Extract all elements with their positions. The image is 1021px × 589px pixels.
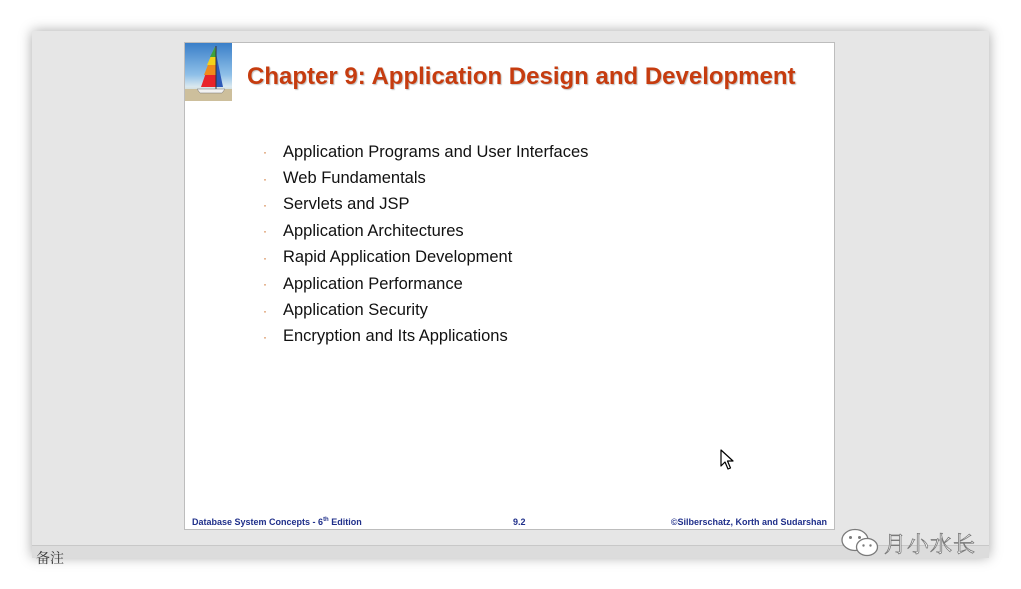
list-item bbox=[263, 245, 588, 271]
watermark bbox=[840, 526, 976, 560]
wechat-icon bbox=[840, 527, 880, 559]
list-item bbox=[263, 324, 588, 350]
watermark-text: 月小水长 bbox=[884, 532, 977, 558]
list-item bbox=[263, 218, 588, 244]
slide-title: Chapter 9: Application Design and Development bbox=[247, 63, 796, 90]
list-item-label: Application Performance bbox=[283, 274, 463, 293]
list-item-label: Application Security bbox=[283, 301, 428, 320]
topic-list bbox=[263, 139, 588, 350]
bullet-icon: · bbox=[263, 197, 267, 212]
list-item-label: Servlets and JSP bbox=[283, 195, 410, 214]
sailboat-logo-icon bbox=[185, 43, 232, 101]
footer-book-title: Database System Concepts - 6th Edition bbox=[192, 517, 362, 527]
notes-label: 备注 bbox=[36, 551, 64, 567]
bullet-icon: · bbox=[263, 145, 267, 160]
slide bbox=[184, 42, 835, 530]
list-item bbox=[263, 192, 588, 218]
list-item-label: Rapid Application Development bbox=[283, 248, 513, 267]
bullet-icon: · bbox=[263, 250, 267, 265]
footer-copyright: ©Silberschatz, Korth and Sudarshan bbox=[670, 517, 827, 527]
list-item-label: Encryption and Its Applications bbox=[283, 327, 508, 346]
bullet-icon: · bbox=[263, 171, 267, 186]
bullet-icon: · bbox=[263, 277, 267, 292]
slide-footer bbox=[185, 515, 834, 529]
list-item-label: Application Architectures bbox=[283, 221, 464, 240]
bullet-icon: · bbox=[263, 329, 267, 344]
footer-page-number: 9.2 bbox=[513, 517, 526, 527]
mouse-pointer-icon bbox=[720, 449, 734, 471]
bullet-icon: · bbox=[263, 224, 267, 239]
bullet-icon: · bbox=[263, 303, 267, 318]
list-item bbox=[263, 165, 588, 191]
list-item bbox=[263, 297, 588, 323]
list-item-label: Application Programs and User Interfaces bbox=[283, 142, 589, 161]
list-item-label: Web Fundamentals bbox=[283, 169, 426, 188]
list-item bbox=[263, 271, 588, 297]
list-item bbox=[263, 139, 588, 165]
